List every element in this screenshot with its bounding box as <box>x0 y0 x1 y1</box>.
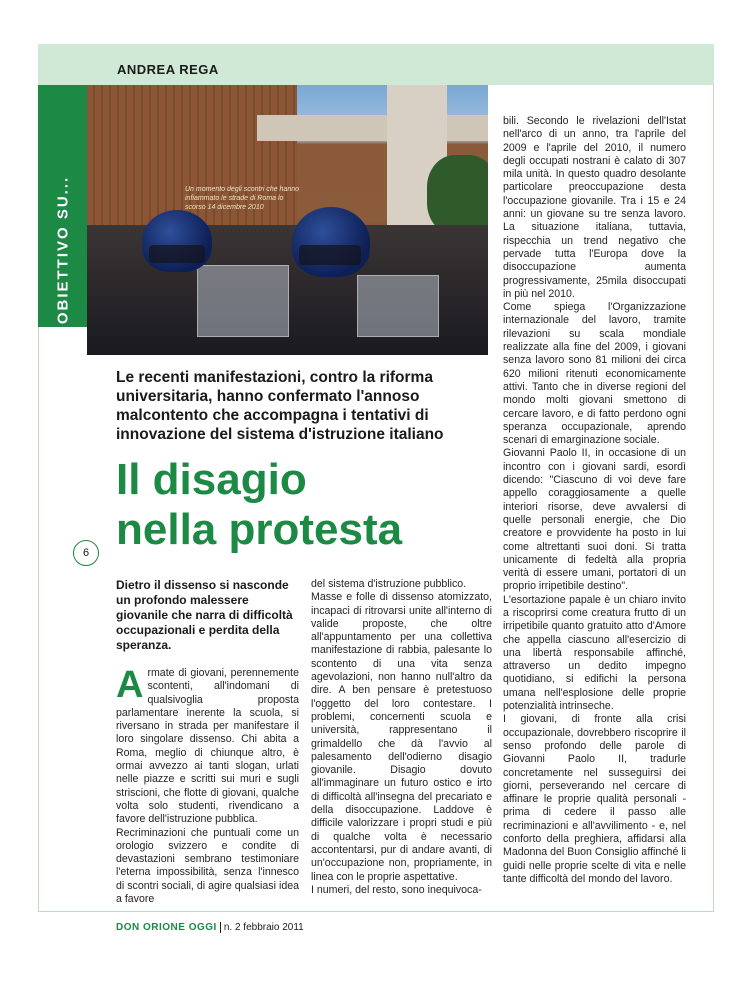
section-label: OBIETTIVO SU... <box>54 175 72 325</box>
paragraph: Come spiega l'Organizzazione internazionale del lavoro, tramite rilevazioni su scala mondiale realizzate alla fine del 2009, i giovani senza lavoro sono 81 milioni dei circa 620 milioni ritenuti economicamente attivi. Tanto che in diverse regioni del mondo molti giovani smettono di cercare lavoro, e di fatto perdono ogni speranza occupazionale, aprendo scenari di emarginazione sociale. <box>503 301 686 447</box>
author-name: ANDREA REGA <box>117 62 219 77</box>
paragraph: Masse e folle di dissenso atomizzato, incapaci di ritrovarsi unite all'interno di valide proposte, che oltre all'appuntamento per una collettiva manifestazione di rabbia, palesante lo scontento di una vita senza agevolazioni, non hanno null'altro da dire. A ben pensare è pretestuoso l'oggetto del loro contestare. I problemi, concernenti scuola e università, rappresentano il grimaldello che dà l'avvio al palesamento dell'odierno disagio giovanile. Disagio dovuto all'immaginare un futuro ostico e irto di difficoltà all'insegna del precariato e della disoccupazione. Laddove è difficile valorizzare i propri studi e più di qualche volta è necessario accontentarsi, pur di andare avanti, di un'occupazione non, propriamente, in linea con le proprie aspettative. <box>311 591 492 883</box>
drop-cap: A <box>116 664 144 706</box>
article-title <box>116 455 402 555</box>
photo-caption: Un momento degli scontri che hanno infiammato le strade di Roma lo scorso 14 dicembre 2010 <box>185 186 300 211</box>
article-lead: Le recenti manifestazioni, contro la riforma universitaria, hanno confermato l'annoso malcontento che accompagna i tentativi di innovazione del sistema d'istruzione italiano <box>116 369 444 443</box>
photo-tree <box>427 155 488 235</box>
article-subhead: Dietro il dissenso si nasconde un profondo malessere giovanile che narra di difficoltà occupazionali e perdita della speranza. <box>116 578 293 652</box>
issue-info: n. 2 febbraio 2011 <box>223 922 304 934</box>
text-column-1 <box>116 664 299 906</box>
paragraph: I numeri, del resto, sono inequivoca- <box>311 883 482 896</box>
photo-helmet <box>292 207 370 277</box>
paragraph: Recriminazioni che puntuali come un orologio svizzero e condite di devastazioni sembrano testimoniare l'eterna impossibilità, senza l'innesco di scontri sociali, di agire qualsiasi idea a favore <box>116 826 299 906</box>
article-title-line1: Il disagio <box>116 455 307 504</box>
photo-visor <box>149 245 205 263</box>
magazine-brand: DON ORIONE OGGI <box>116 922 217 934</box>
photo-shield <box>357 275 439 337</box>
photo-beam <box>257 115 488 141</box>
article-photo <box>87 85 488 355</box>
footer-divider <box>220 922 221 933</box>
paragraph: Armate di giovani, perennemente scontenti, all'indomani di qualsivoglia proposta parlamentare inerente la scuola, si riversano in strada per manifestare il loro singolare dissenso. Chi abita a Roma, meglio di chiunque altro, è ormai avvezzo ai tanti slogan, urlati nelle piazze e scritti sui muri e sugli striscioni, che flotte di giovani, qualche volta solo studenti, rivendicano a favore dell'istruzione pubblica. <box>116 664 299 826</box>
photo-shield <box>197 265 289 337</box>
text-column-3 <box>503 115 686 886</box>
text-column-2 <box>311 578 492 897</box>
page-footer <box>116 922 304 933</box>
page-number: 6 <box>73 540 99 566</box>
paragraph: I giovani, di fronte alla crisi occupazionale, dovrebbero riscoprire il senso profondo delle parole di Giovanni Paolo II, tradurle concretamente nel susseguirsi dei giorni, perseverando nel cercare di affinare le proprie qualità personali - prima di cedere il passo alle recriminazioni e all'avvilimento - e, nel conforto della preghiera, affidarsi alla Madonna del Buon Consiglio affinché li guidi nelle proprie scelte di vita e nelle tante difficoltà del mondo del lavoro. <box>503 713 686 885</box>
paragraph: Giovanni Paolo II, in occasione di un incontro con i giovani sardi, esordì dicendo: "Ciascuno di voi deve fare appello coraggiosamente a quelle interiori risorse, deve avvalersi di quelle personali energie, che Dio creatore e provvidente ha posto in lui come altrettanti suoi doni. Si tratta unicamente di fedeltà alla propria verità di essere umani, portatori di un proprio irripetibile destino". <box>503 447 686 593</box>
photo-visor <box>299 245 361 265</box>
paragraph: del sistema d'istruzione pubblico. <box>311 578 467 590</box>
paragraph: bili. Secondo le rivelazioni dell'Istat nell'arco di un anno, tra l'aprile del 2009 e l'aprile del 2010, il numero degli occupati nostrani è calato di 307 mila unità. In questo quadro desolante particolare preoccupazione desta l'occupazione giovanile. Tra i 15 e 24 anni: un giovane su tre senza lavoro. La situazione italiana, tuttavia, rispecchia un trend negativo che pervade tutta l'Europa dove la disoccupazione aumenta progressivamente, 25mila disoccupati in più nel 2010. <box>503 115 686 300</box>
article-title-line2: nella protesta <box>116 505 403 554</box>
paragraph: L'esortazione papale è un chiaro invito a riscoprirsi come creatura frutto di un irripetibile quanto gratuito atto d'Amore che appella ciascuno all'esercizio di una libertà responsabile affinché, attraverso un dedito impegno quotidiano, si edifichi la persona umana nell'esplosione delle proprie potenzialità intrinseche. <box>503 593 686 713</box>
